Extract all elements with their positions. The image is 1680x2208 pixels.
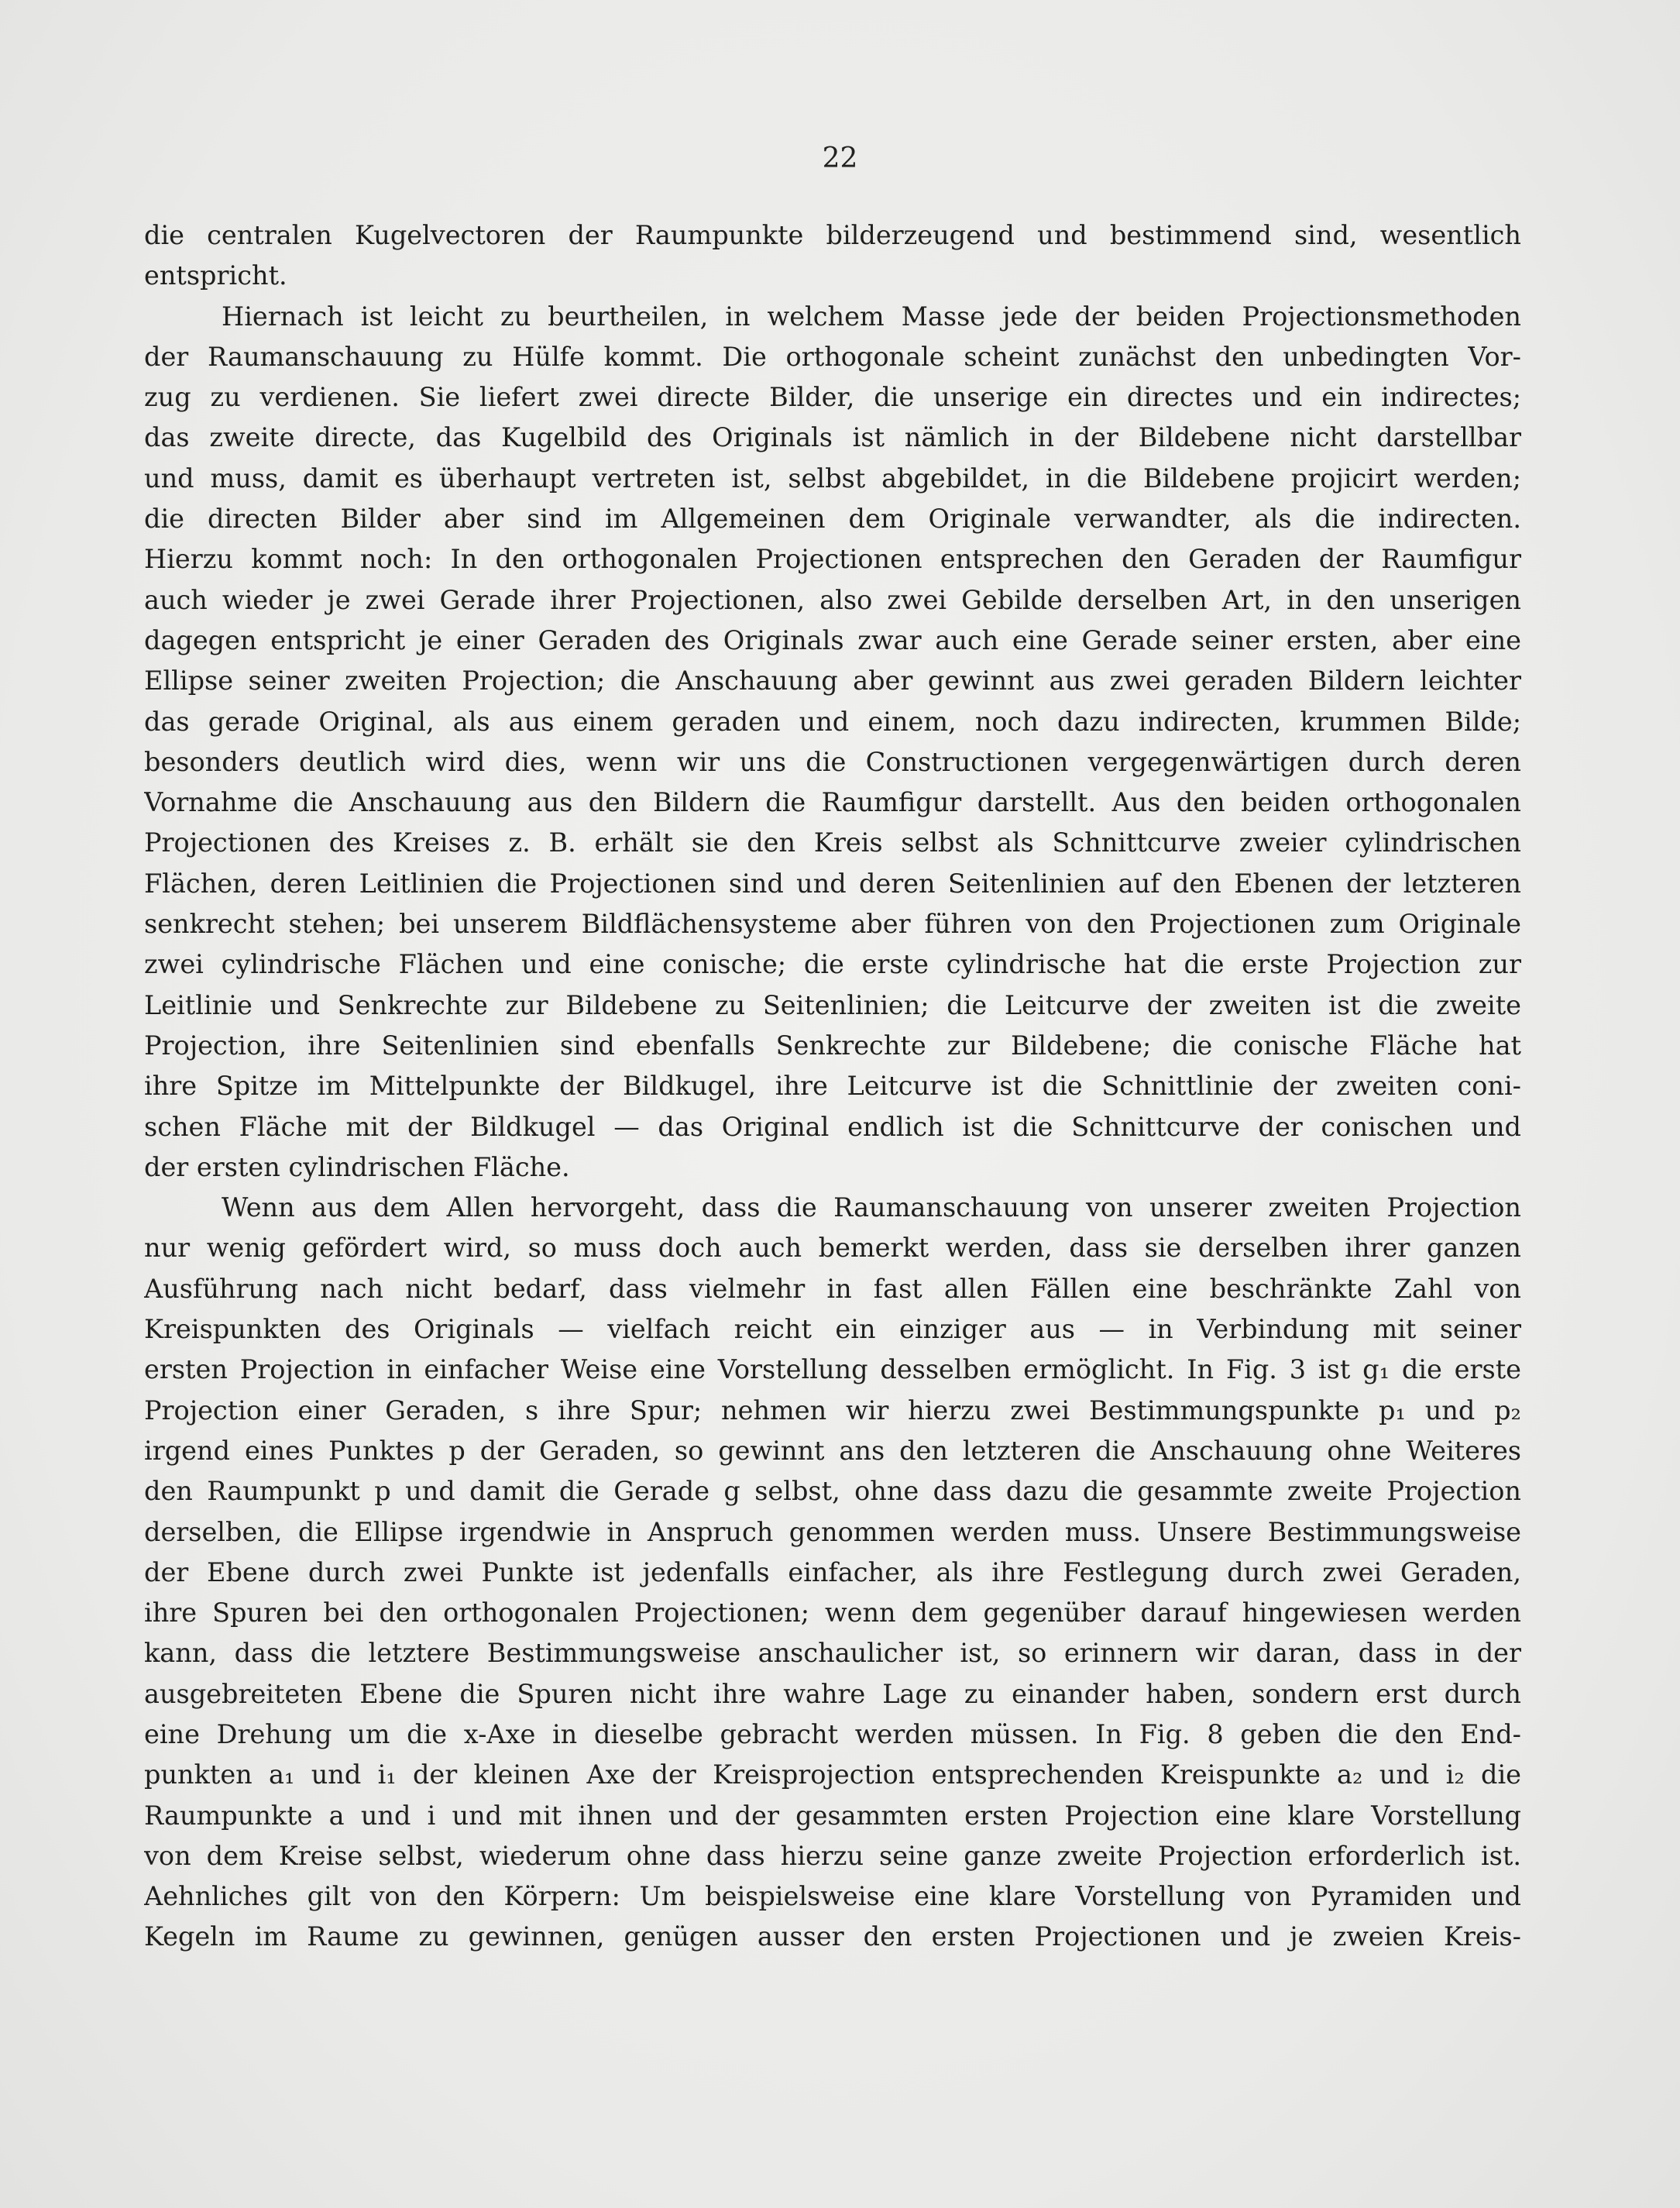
text-line: entspricht. [144,260,287,291]
paragraph [144,1188,1521,1958]
paragraph [144,297,1521,1188]
text-line: kann, dass die letztere Bestimmungsweise anschaulicher ist, so erinnern wir daran, dass in der [144,1638,1521,1669]
text-line: die centralen Kugelvectoren der Raumpunkte bilderzeugend und bestimmend sind, wesentlich [144,220,1521,250]
text-line: senkrecht stehen; bei unserem Bildflächensysteme aber führen von den Projectionen zum Originale [144,909,1521,940]
text-line: der Ebene durch zwei Punkte ist jedenfalls einfacher, als ihre Festlegung durch zwei Geraden, [144,1556,1521,1587]
text-line: Hiernach ist leicht zu beurtheilen, in welchem Masse jede der beiden Projectionsmethoden [222,301,1521,332]
text-line: Hierzu kommt noch: In den orthogonalen Projectionen entsprechen den Geraden der Raumfigur [144,544,1521,575]
text-line: Leitlinie und Senkrechte zur Bildebene zu Seitenlinien; die Leitcurve der zweiten ist die zweite [144,989,1521,1020]
text-line: derselben, die Ellipse irgendwie in Anspruch genommen werden muss. Unsere Bestimmungsweise [144,1516,1521,1547]
text-line: die directen Bilder aber sind im Allgemeinen dem Originale verwandter, als die indirecten. [144,504,1521,535]
text-line: irgend eines Punktes p der Geraden, so gewinnt ans den letzteren die Anschauung ohne Weiteres [144,1435,1521,1466]
text-line: ersten Projection in einfacher Weise eine Vorstellung desselben ermöglicht. In Fig. 3 ist g₁ die erste [144,1354,1521,1385]
text-line: punkten a₁ und i₁ der kleinen Axe der Kreisprojection entsprechenden Kreispunkte a₂ und i₂ die [144,1759,1521,1790]
page-number: 22 [822,143,858,174]
text-line: das zweite directe, das Kugelbild des Originals ist nämlich in der Bildebene nicht darstellbar [144,422,1521,453]
text-line: besonders deutlich wird dies, wenn wir uns die Constructionen vergegenwärtigen durch deren [144,746,1521,777]
text-line: Raumpunkte a und i und mit ihnen und der gesammten ersten Projection eine klare Vorstellung [144,1800,1521,1831]
text-line: Aehnliches gilt von den Körpern: Um beispielsweise eine klare Vorstellung von Pyramiden und [144,1881,1521,1912]
paragraph [144,215,1521,297]
text-line: den Raumpunkt p und damit die Gerade g selbst, ohne dass dazu die gesammte zweite Projection [144,1476,1521,1507]
body-text [144,215,1521,1958]
text-line: Ausführung nach nicht bedarf, dass vielmehr in fast allen Fällen eine beschränkte Zahl von [144,1273,1521,1304]
text-line: nur wenig gefördert wird, so muss doch auch bemerkt werden, dass sie derselben ihrer ganzen [144,1233,1521,1264]
text-line: auch wieder je zwei Gerade ihrer Projectionen, also zwei Gebilde derselben Art, in den unserigen [144,584,1521,615]
text-line: von dem Kreise selbst, wiederum ohne dass hierzu seine ganze zweite Projection erforderlich ist. [144,1840,1521,1871]
text-line: Projectionen des Kreises z. B. erhält sie den Kreis selbst als Schnittcurve zweier cylindrischen [144,827,1521,858]
text-line: schen Fläche mit der Bildkugel — das Original endlich ist die Schnittcurve der conischen und [144,1111,1521,1142]
text-line: Wenn aus dem Allen hervorgeht, dass die Raumanschauung von unserer zweiten Projection [222,1192,1521,1223]
text-line: Kegeln im Raume zu gewinnen, genügen ausser den ersten Projectionen und je zweien Kreis- [144,1921,1521,1952]
text-line: Projection einer Geraden, s ihre Spur; nehmen wir hierzu zwei Bestimmungspunkte p₁ und p₂ [144,1395,1521,1426]
text-line: und muss, damit es überhaupt vertreten ist, selbst abgebildet, in die Bildebene projicirt werden; [144,463,1521,494]
text-line: dagegen entspricht je einer Geraden des Originals zwar auch eine Gerade seiner ersten, aber eine [144,624,1521,655]
text-line: der ersten cylindrischen Fläche. [144,1151,570,1182]
text-line: das gerade Original, als aus einem geraden und einem, noch dazu indirecten, krummen Bilde; [144,706,1521,737]
text-line: eine Drehung um die x-Axe in dieselbe gebracht werden müssen. In Fig. 8 geben die den End- [144,1718,1521,1749]
text-line: Ellipse seiner zweiten Projection; die Anschauung aber gewinnt aus zwei geraden Bildern leichter [144,665,1521,696]
text-line: ausgebreiteten Ebene die Spuren nicht ihre wahre Lage zu einander haben, sondern erst durch [144,1678,1521,1709]
text-line: Flächen, deren Leitlinien die Projectionen sind und deren Seitenlinien auf den Ebenen der letzteren [144,868,1521,899]
text-line: ihre Spuren bei den orthogonalen Projectionen; wenn dem gegenüber darauf hingewiesen werden [144,1598,1521,1628]
text-line: Kreispunkten des Originals — vielfach reicht ein einziger aus — in Verbindung mit seiner [144,1314,1521,1345]
text-line: Projection, ihre Seitenlinien sind ebenfalls Senkrechte zur Bildebene; die conische Fläche hat [144,1030,1521,1061]
text-line: Vornahme die Anschauung aus den Bildern die Raumfigur darstellt. Aus den beiden orthogonalen [144,787,1521,818]
text-line: zwei cylindrische Flächen und eine conische; die erste cylindrische hat die erste Projection zur [144,949,1521,980]
text-line: zug zu verdienen. Sie liefert zwei directe Bilder, die unserige ein directes und ein indirectes; [144,382,1521,413]
text-line: der Raumanschauung zu Hülfe kommt. Die orthogonale scheint zunächst den unbedingten Vor- [144,341,1521,372]
text-line: ihre Spitze im Mittelpunkte der Bildkugel, ihre Leitcurve ist die Schnittlinie der zweiten coni- [144,1071,1521,1102]
